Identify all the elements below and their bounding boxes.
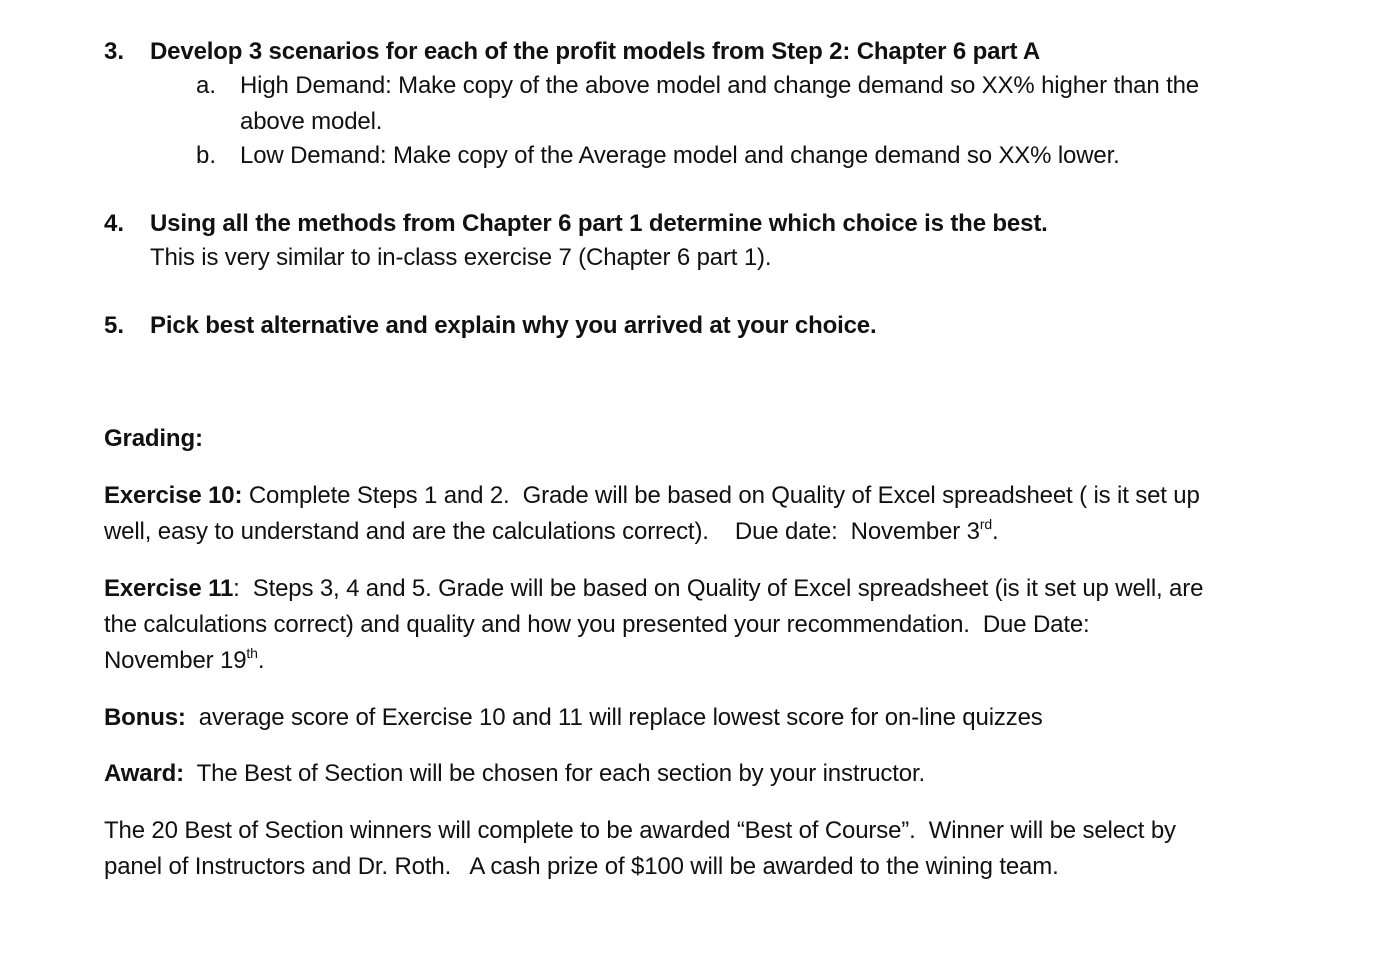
exercise-11-text-3: November 19: [104, 647, 247, 674]
exercise-11-text-1: : Steps 3, 4 and 5. Grade will be based on Quality of Excel spreadsheet (is it set up well, are: [233, 575, 1204, 602]
award-text: The Best of Section will be chosen for each section by your instructor.: [184, 760, 926, 787]
exercise-11-period: .: [257, 647, 265, 674]
bonus-line: [104, 703, 1043, 733]
exercise-10-line-1: [104, 481, 1200, 511]
exercise-11-line-3: [104, 646, 264, 676]
step-5-number: 5.: [104, 312, 125, 339]
step-3a-letter: a.: [196, 72, 217, 99]
exercise-10-text-1: Complete Steps 1 and 2. Grade will be based on Quality of Excel spreadsheet ( is it set up: [242, 482, 1200, 509]
exercise-11-line-1: [104, 574, 1203, 604]
best-of-course-line-1: The 20 Best of Section winners will complete to be awarded “Best of Course”. Winner will be select by: [104, 817, 1176, 844]
award-label: Award:: [104, 760, 185, 787]
step-4-title: Using all the methods from Chapter 6 part 1 determine which choice is the best.: [150, 210, 1048, 237]
exercise-11-text-2: the calculations correct) and quality and how you presented your recommendation. Due Date:: [104, 611, 1090, 638]
step-4-note: This is very similar to in-class exercise 7 (Chapter 6 part 1).: [150, 244, 772, 271]
exercise-11-line-2: [104, 610, 1090, 640]
best-of-course-line-2: panel of Instructors and Dr. Roth. A cash prize of $100 will be awarded to the wining team.: [104, 853, 1059, 880]
step-3b-line-1: Low Demand: Make copy of the Average model and change demand so XX% lower.: [240, 142, 1120, 169]
step-3-number: 3.: [104, 38, 125, 65]
award-line: [104, 759, 925, 789]
exercise-11-label: Exercise 11: [104, 575, 234, 602]
step-3a-line-1: High Demand: Make copy of the above model and change demand so XX% higher than the: [240, 72, 1199, 99]
step-3b-letter: b.: [196, 142, 217, 169]
exercise-10-label: Exercise 10:: [104, 482, 243, 509]
exercise-10-text-2: well, easy to understand and are the calculations correct). Due date: November 3: [104, 518, 980, 545]
bonus-text: average score of Exercise 10 and 11 will replace lowest score for on-line quizzes: [185, 704, 1043, 731]
exercise-10-period: .: [992, 518, 999, 545]
bonus-label: Bonus:: [104, 704, 186, 731]
exercise-11-superscript: th: [246, 645, 258, 661]
step-4-number: 4.: [104, 210, 125, 237]
step-3a-line-2: above model.: [240, 108, 383, 135]
step-5-title: Pick best alternative and explain why you arrived at your choice.: [150, 312, 877, 339]
step-3-title: Develop 3 scenarios for each of the profit models from Step 2: Chapter 6 part A: [150, 38, 1041, 65]
exercise-10-line-2: [104, 517, 999, 547]
grading-heading: Grading:: [104, 425, 203, 452]
exercise-10-superscript: rd: [979, 516, 993, 532]
